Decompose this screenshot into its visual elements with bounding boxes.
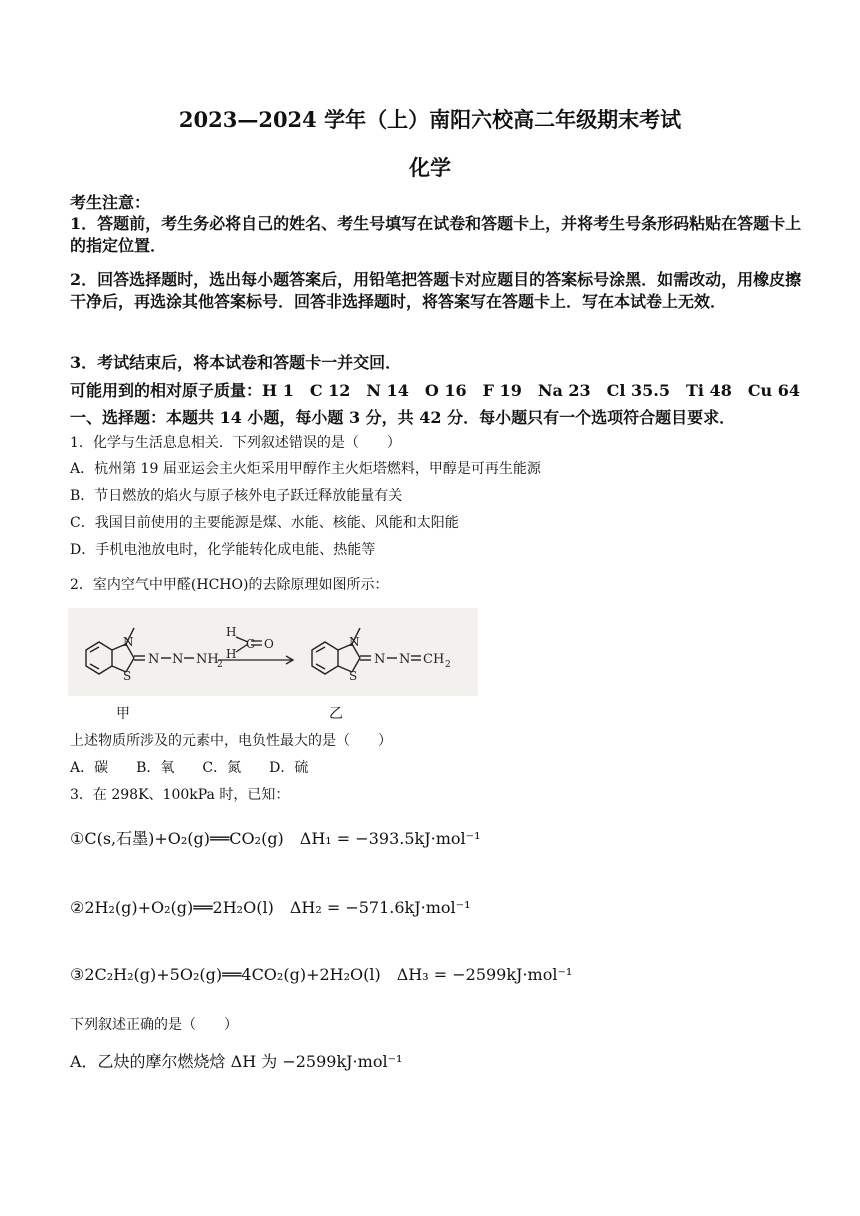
exam-title: 2023—2024 学年（上）南阳六校高二年级期末考试 xyxy=(178,107,682,132)
q3-equation-2: ②2H₂(g)+O₂(g)══2H₂O(l) ΔH₂ = −571.6kJ·mol⁻¹ xyxy=(70,898,471,917)
q1-option-a: A．杭州第 19 届亚运会主火炬采用甲醇作主火炬塔燃料，甲醇是可再生能源 xyxy=(70,461,541,477)
q1-stem: 1．化学与生活息息相关．下列叙述错误的是（ ） xyxy=(70,435,401,451)
notice-item-2: 2．回答选择题时，选出每小题答案后，用铅笔把答题卡对应题目的答案标号涂黑．如需改动，用橡皮擦干净后，再选涂其他答案标号．回答非选择题时，将答案写在答题卡上．写在本试卷上无效． xyxy=(70,270,802,311)
svg-text:N: N xyxy=(374,652,386,667)
q3-option-a: A．乙炔的摩尔燃烧焓 ΔH 为 −2599kJ·mol⁻¹ xyxy=(70,1052,403,1071)
svg-text:H: H xyxy=(226,625,237,639)
atomic-masses: 可能用到的相对原子质量：H 1 C 12 N 14 O 16 F 19 Na 23 Cl 35.5 Ti 48 Cu 64 xyxy=(70,381,801,400)
svg-text:2: 2 xyxy=(445,660,451,670)
svg-text:N: N xyxy=(172,652,184,667)
q1-option-b: B．节日燃放的焰火与原子核外电子跃迁释放能量有关 xyxy=(70,488,403,504)
svg-text:S: S xyxy=(123,669,132,683)
svg-text:NH: NH xyxy=(196,652,219,667)
section-heading: 一、选择题：本题共 14 小题，每小题 3 分，共 42 分．每小题只有一个选项符合题目要求． xyxy=(70,408,736,427)
q3-equation-1: ①C(s,石墨)+O₂(g)══CO₂(g) ΔH₁ = −393.5kJ·mol⁻¹ xyxy=(70,829,481,848)
q2-stem: 2．室内空气中甲醛(HCHO)的去除原理如图所示： xyxy=(70,577,389,593)
svg-text:CH: CH xyxy=(423,652,445,667)
label-jia: 甲 xyxy=(116,706,130,722)
svg-text:2: 2 xyxy=(217,660,223,670)
svg-text:H: H xyxy=(226,647,237,661)
q2-options: A．碳 B．氧 C．氮 D．硫 xyxy=(70,760,309,776)
q1-option-d: D．手机电池放电时，化学能转化成电能、热能等 xyxy=(70,542,376,558)
notice-item-1: 1．答题前，考生务必将自己的姓名、考生号填写在试卷和答题卡上，并将考生号条形码粘贴在答题卡上的指定位置． xyxy=(70,214,802,255)
q1-option-c: C．我国目前使用的主要能源是煤、水能、核能、风能和太阳能 xyxy=(70,515,459,531)
svg-text:N: N xyxy=(349,635,360,649)
subject-title: 化学 xyxy=(409,155,451,180)
reaction-diagram xyxy=(68,608,478,696)
q3-question: 下列叙述正确的是（ ） xyxy=(70,1017,238,1033)
svg-text:N: N xyxy=(123,635,134,649)
svg-text:S: S xyxy=(349,669,358,683)
svg-text:N: N xyxy=(148,652,160,667)
svg-text:C: C xyxy=(246,637,256,651)
q3-stem: 3．在 298K、100kPa 时，已知： xyxy=(70,787,290,803)
label-yi: 乙 xyxy=(329,706,343,722)
q3-equation-3: ③2C₂H₂(g)+5O₂(g)══4CO₂(g)+2H₂O(l) ΔH₃ = −2599kJ·mol⁻¹ xyxy=(70,965,573,984)
svg-text:N: N xyxy=(399,652,411,667)
svg-text:O: O xyxy=(264,637,274,651)
q2-question: 上述物质所涉及的元素中，电负性最大的是（ ） xyxy=(70,733,392,749)
notice-item-3: 3．考试结束后，将本试卷和答题卡一并交回． xyxy=(70,353,402,372)
notice-heading: 考生注意： xyxy=(70,193,151,212)
